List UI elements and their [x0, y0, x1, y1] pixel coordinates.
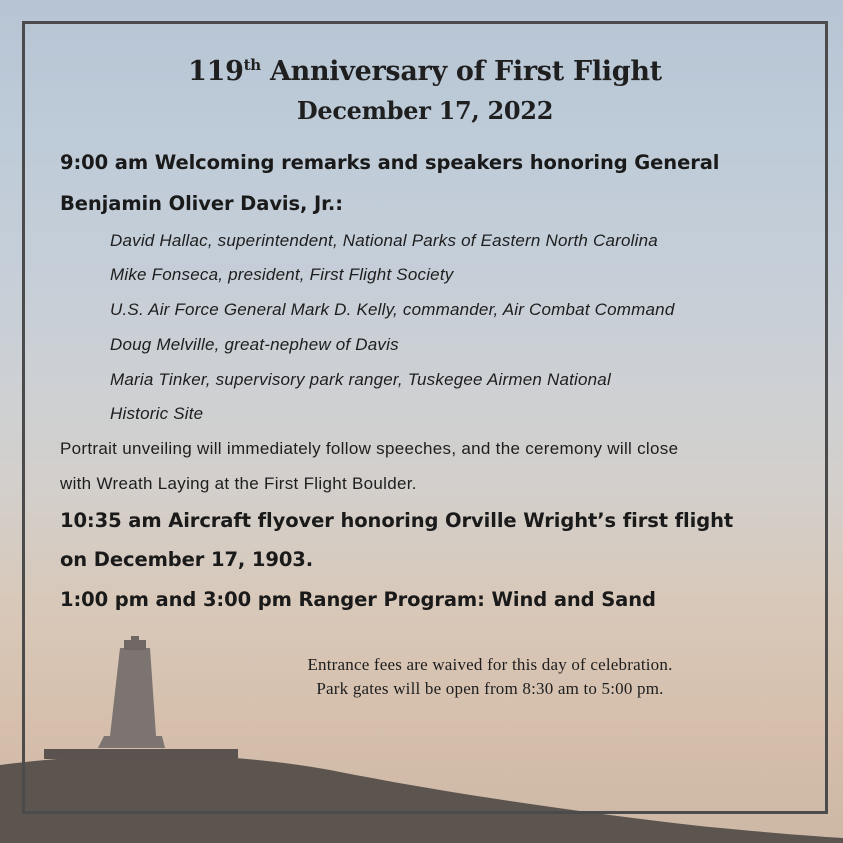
- page-title: 119th Anniversary of First Flight: [188, 56, 662, 87]
- speaker-item: Mike Fonseca, president, First Flight Society: [110, 265, 454, 284]
- speaker-item: Doug Melville, great-nephew of Davis: [110, 335, 399, 354]
- event-ranger-program: 1:00 pm and 3:00 pm Ranger Program: Wind and Sand: [60, 588, 656, 611]
- speaker-item: David Hallac, superintendent, National Parks of Eastern North Carolina: [110, 231, 658, 250]
- followup-line1: Portrait unveiling will immediately follow speeches, and the ceremony will close: [60, 439, 679, 458]
- event-welcoming-line2: Benjamin Oliver Davis, Jr.:: [60, 192, 343, 215]
- speaker-item: Historic Site: [110, 404, 204, 423]
- speaker-item: U.S. Air Force General Mark D. Kelly, commander, Air Combat Command: [110, 300, 675, 319]
- event-welcoming-line1: 9:00 am Welcoming remarks and speakers honoring General: [60, 151, 720, 174]
- speaker-item: Maria Tinker, supervisory park ranger, Tuskegee Airmen National: [110, 370, 611, 389]
- event-flyover-line2: on December 17, 1903.: [60, 548, 314, 571]
- event-flyover-line1: 10:35 am Aircraft flyover honoring Orville Wright’s first flight: [60, 509, 734, 532]
- followup-line2: with Wreath Laying at the First Flight Boulder.: [60, 474, 417, 493]
- fee-note-line2: Park gates will be open from 8:30 am to 5:00 pm.: [316, 679, 664, 698]
- event-date: December 17, 2022: [296, 96, 554, 125]
- fee-note-line1: Entrance fees are waived for this day of celebration.: [307, 655, 673, 674]
